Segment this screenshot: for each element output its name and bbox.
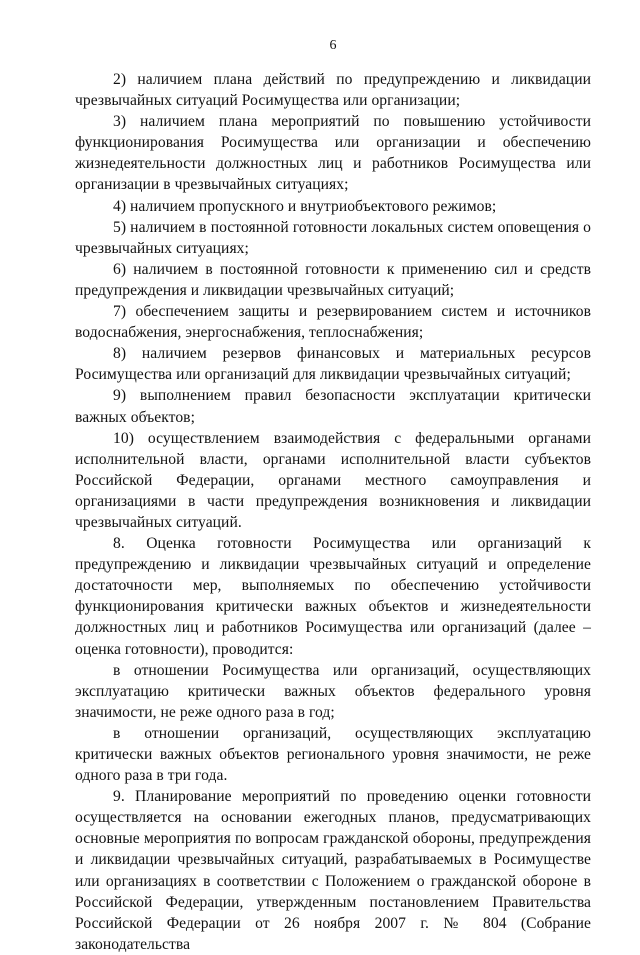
paragraph-item-8: 8) наличием резервов финансовых и материальных ресурсов Росимущества или организаций для ликвидации чрезвычайных ситуаций; (75, 345, 591, 384)
page-number: 6 (329, 38, 337, 53)
paragraph-section-9: 9. Планирование мероприятий по проведению оценки готовности осуществляется на основании ежегодных планов, предусматривающих основные мероприятия по вопросам гражданской обороны, предупреждения и ликвидации чрезвычайных ситуаций, разрабатываемых в Росимуществе или организациях в соответствии с Положением о гражданской обороне в Российской Федерации, утвержденным постановлением Правительства Российской Федерации от 26 ноября 2007 г. № 804 (Собрание законодательства (75, 788, 591, 953)
paragraph-item-10: 10) осуществлением взаимодействия с федеральными органами исполнительной власти, органами исполнительной власти субъектов Российской Федерации, органами местного самоуправления и организациями в части предупреждения возникновения и ликвидации чрезвычайных ситуаций. (75, 429, 591, 531)
paragraph-item-3: 3) наличием плана мероприятий по повышению устойчивости функционирования Росимущества или организации и обеспечению жизнедеятельности должностных лиц и работников Росимущества или организации в чрезвычайных ситуациях; (75, 113, 591, 194)
paragraph-item-7: 7) обеспечением защиты и резервированием систем и источников водоснабжения, энергоснабжения, теплоснабжения; (75, 303, 591, 342)
paragraph-item-4: 4) наличием пропускного и внутриобъектового режимов; (113, 197, 497, 215)
paragraph-item-9: 9) выполнением правил безопасности эксплуатации критически важных объектов; (75, 387, 591, 426)
paragraph-item-2: 2) наличием плана действий по предупреждению и ликвидации чрезвычайных ситуаций Росимущества или организации; (75, 71, 591, 110)
paragraph-section-8: 8. Оценка готовности Росимущества или организаций к предупреждению и ликвидации чрезвычайных ситуаций и определение достаточности мер, выполняемых по обеспечению устойчивости функционирования критически важных объектов и жизнедеятельности должностных лиц и работников Росимущества или организаций (далее – оценка готовности), проводится: (75, 535, 591, 658)
paragraph-federal-frequency: в отношении Росимущества или организаций, осуществляющих эксплуатацию критически важных объектов федерального уровня значимости, не реже одного раза в год; (75, 661, 591, 721)
paragraph-regional-frequency: в отношении организаций, осуществляющих эксплуатацию критически важных объектов регионального уровня значимости, не реже одного раза в три года. (75, 724, 591, 785)
paragraph-item-6: 6) наличием в постоянной готовности к применению сил и средств предупреждения и ликвидации чрезвычайных ситуаций; (75, 260, 591, 299)
paragraph-item-5: 5) наличием в постоянной готовности локальных систем оповещения о чрезвычайных ситуациях; (75, 218, 591, 257)
